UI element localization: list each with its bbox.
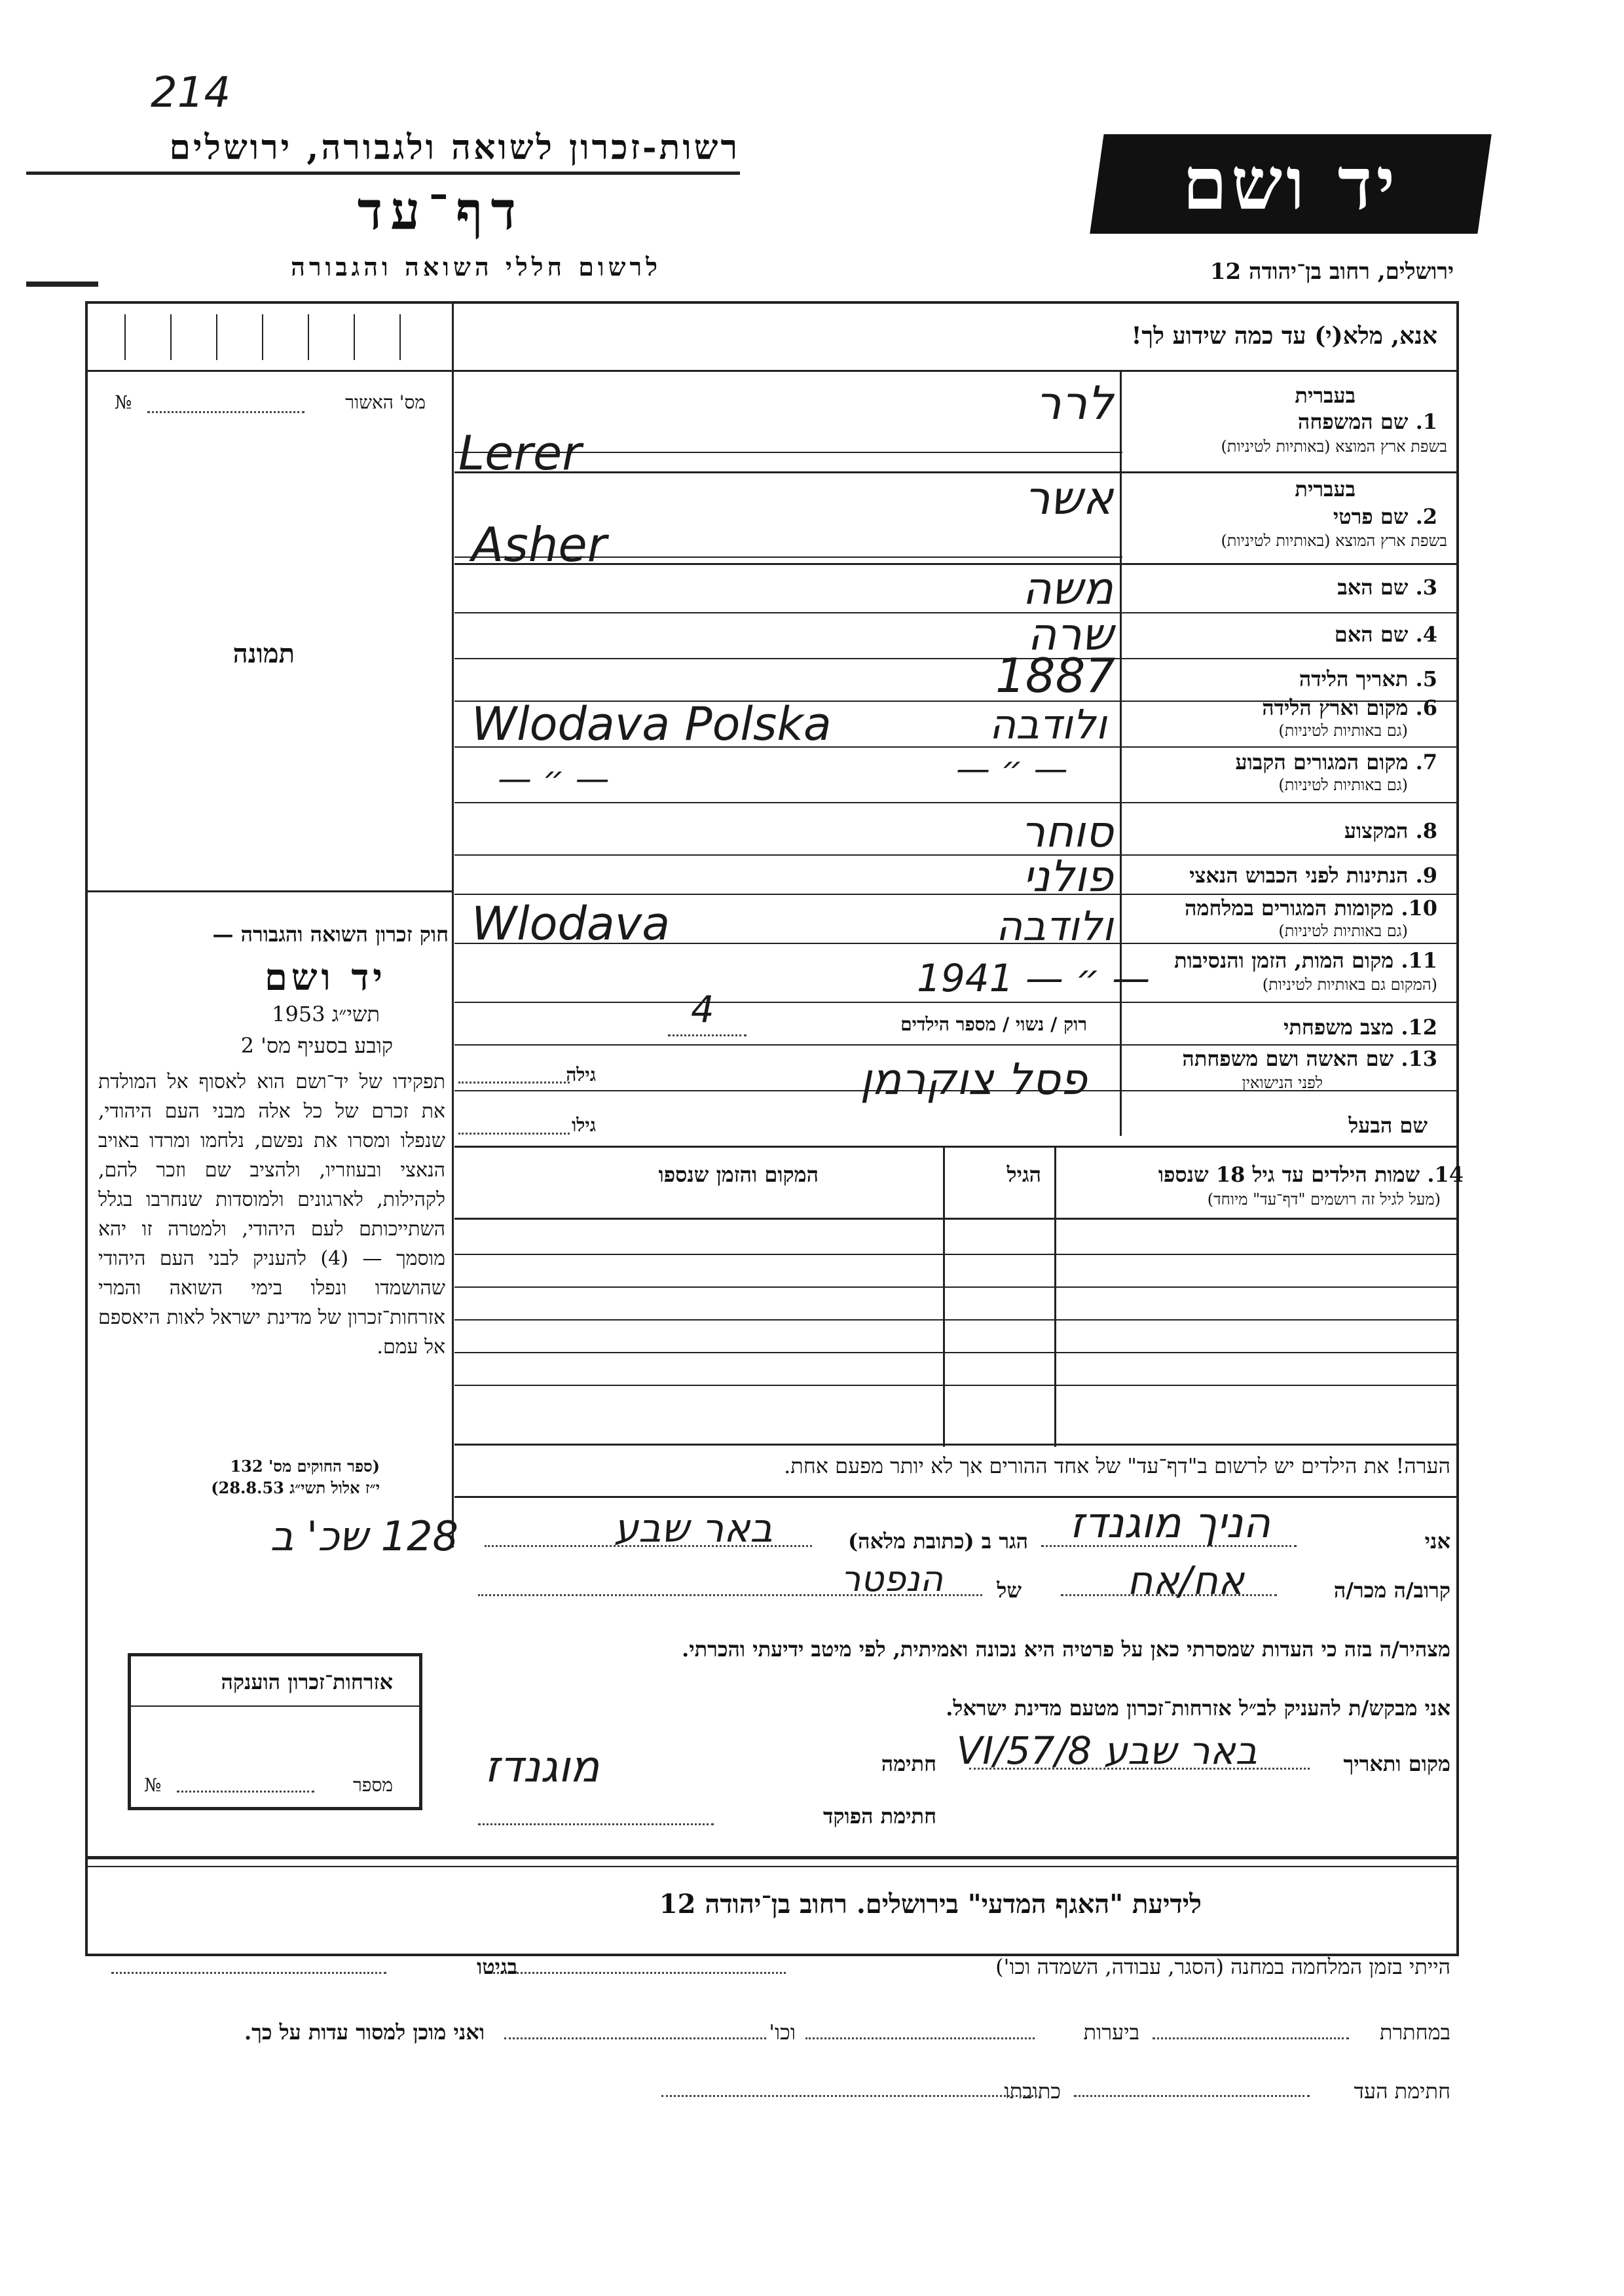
children-header-age: הגיל [1006,1162,1041,1187]
form-title: דף־עד [357,180,524,242]
approval-no-field[interactable] [147,411,304,413]
wife-age-label: גילה [566,1064,596,1085]
law-source-date: י״ז אלול תשי״ג 28.8.53) [211,1478,380,1497]
fill-request: אנא, מלא(י) עד כמה שידוע לך! [1131,322,1437,350]
f7-sub: (גם באותיות לטיניות) [1278,776,1408,794]
footer-line1-b: בגיטו [477,1954,517,1979]
f11-label: 11. מקום המות, הזמן והנסיבות [1174,948,1437,973]
top-row-line [88,370,1456,372]
f1-hebrew-value[interactable]: לרר [1035,376,1113,430]
f6-sub: (גם באותיות לטיניות) [1278,721,1408,740]
f7-label: 7. מקום המגורים הקבוע [1235,750,1437,774]
f13-sub: לפני הנישואין [1242,1074,1323,1092]
f1-latin-value[interactable]: Lerer [458,426,581,481]
declaration: מצהיר/ה בזה כי העדות שמסרתי כאן על פרטיה היא נכונה ואמיתית, לפי מיטב ידיעתי והכרתי. [682,1637,1450,1662]
relation-value[interactable]: אח/אח [1127,1558,1244,1604]
signature-value[interactable]: מוגנדז [485,1741,600,1792]
f4-value[interactable]: שרה [1027,609,1113,661]
address-cont[interactable]: 128 שכ' ב [270,1512,458,1560]
place-date-label: מקום ותאריך [1343,1751,1450,1776]
f2-latin-value[interactable]: Asher [471,517,607,572]
f3-label: 3. שם האב [1337,575,1437,600]
residing-label: הגר ב (כתובת מלאה) [848,1529,1028,1554]
address: ירושלים, רחוב בן־יהודה 12 [1209,259,1454,285]
f6-label: 6. מקום וארץ הלידה [1262,695,1437,720]
f1-hebrew-label: בעברית [1295,383,1356,408]
ghetto-field[interactable] [111,1972,386,1974]
f1-sub: בשפת ארץ המוצא (באותיות לטיניות) [1221,437,1447,456]
official-signature-label: חתימת הפוקד [823,1804,936,1829]
official-signature-field[interactable] [478,1823,714,1825]
f2-label: 2. שם פרטי [1333,504,1437,529]
i-label: אני [1424,1529,1450,1554]
law-source: (ספר החוקים מס' 132 [230,1457,380,1476]
f11-sub: (המקום גם באותיות לטיניות) [1262,975,1437,994]
tick-boxes [98,314,445,360]
authority-title: רשות-זכרון לשואה ולגבורה, ירושלים [169,128,740,168]
approval-no-label: מס' האשור [345,392,426,413]
footer-line2-a: במחתרת [1379,2020,1450,2045]
etc-field[interactable] [504,2037,766,2039]
note: הערה! את הילדים יש לרשום ב"דף־עד" של אחד ההורים אך לא יותר מפעם אחת. [784,1453,1450,1478]
photo-bottom-line [88,890,453,892]
f2-sub: בשפת ארץ המוצא (באותיות לטיניות) [1221,532,1447,550]
citizenship-box-title: אזרחות־זכרון הוענקה [221,1669,393,1694]
left-mark [26,282,98,287]
f6-latin-value[interactable]: Wlodava Polska [471,697,832,751]
citizenship-number-field[interactable] [177,1791,314,1793]
f5-label: 5. תאריך הלידה [1299,666,1437,691]
footer-line3-a: חתימת העד [1354,2079,1450,2104]
relative-label: קרוב/ה מכר/ה [1333,1578,1450,1603]
label-column-divider [1120,370,1122,1136]
f8-value[interactable]: סוחר [1020,807,1113,857]
f8-label: 8. המקצוע [1344,818,1437,843]
footer-title: לידיעת "האגף המדעי" בירושלים. רחוב בן־יהודה 12 [659,1889,1202,1920]
law-text: תפקידו של יד־ושם הוא לאסוף אל המולדת את זכרם של כל אלה מבני העם היהודי, שנפלו ומסרו את נפשם, נלחמו ומרדו באויב הנאצי ובעוזריו, ולהציב שם וזכר להם, לקהילות, לארגונים ולמוסדות שנחרבו בגלל השתייכותם לעם היהודי, ולמטרה זו יהא מוסמך — (4) להעניק לבני העם היהודי שהושמדו ונפלו בימי השואה והמרי אזרחות־זכרון של מדינת ישראל לאות היאספם אל עמם. [98,1070,445,1358]
camp-field[interactable] [485,1972,786,1974]
of-value[interactable]: הנפטר [840,1558,943,1599]
approval-no-sign: № [115,392,132,413]
husband-label: שם הבעל [1348,1113,1428,1138]
husband-age-field[interactable] [458,1133,570,1135]
forests-field[interactable] [805,2037,1035,2039]
wife-age-field[interactable] [458,1082,570,1084]
children-col-divider-2 [1054,1146,1056,1447]
footer-line2-d: ואני מוכן למסור עדות על כך. [244,2020,485,2045]
f9-value[interactable]: פולני [1023,851,1113,902]
footer-line3-b: כתובתו [1004,2079,1061,2104]
f12-options: רוק / נשוי / מספר הילדים [900,1013,1087,1035]
children-header-sub: (מעל לגיל זה רושמים "דף־עד" מיוחד) [1207,1190,1441,1209]
header-rule [26,172,740,175]
children-header-place: המקום והזמן שנספו [658,1162,819,1187]
f3-value[interactable]: משה [1022,563,1113,615]
f10-hebrew-value[interactable]: ולודבה [995,902,1113,950]
form-subtitle: לרשום חללי השואה והגבורה [291,252,661,282]
f13-value[interactable]: פסל צוקרמן [860,1054,1087,1104]
left-column-divider [452,304,454,1548]
f13-label: 13. שם האשה ושם משפחתה [1182,1046,1437,1071]
footer-line1-a: הייתי בזמן המלחמה במחנה (הסגר, עבודה, השמדה וכו') [995,1954,1450,1979]
children-col-divider-1 [943,1146,945,1447]
f2-hebrew-label: בעברית [1295,477,1356,501]
citizenship-number-sign: № [144,1774,162,1796]
f7-latin-value[interactable]: — ״ — [498,759,610,799]
photo-label: תמונה [232,638,295,669]
footer-line2-b: ביערות [1083,2020,1139,2045]
page-number: 214 [151,69,231,117]
f6-hebrew-value[interactable]: ולודבה [989,701,1107,748]
law-clause: קובע בסעיף מס' 2 [240,1033,393,1058]
citizenship-number-label: מספר [353,1774,393,1796]
f10-sub: (גם באותיות לטיניות) [1278,922,1408,940]
f2-hebrew-value[interactable]: אשר [1024,471,1113,525]
declarant-name[interactable]: הניך מוגנדז [1069,1499,1270,1548]
underground-field[interactable] [1153,2037,1349,2039]
f4-label: 4. שם האם [1334,622,1437,647]
of-label: של [997,1578,1022,1603]
f9-label: 9. הנתינות לפני הכבוש הנאצי [1189,863,1437,888]
citizenship-box [128,1653,422,1810]
signature-label: חתימה [881,1751,936,1776]
f12-label: 12. מצב משפחתי [1283,1015,1437,1040]
yad-vashem-logo: יד ושם [1090,134,1491,234]
f12-children-field[interactable] [668,1034,747,1036]
law-year: תשי״ג 1953 [272,1002,380,1027]
f1-label: 1. שם המשפחה [1297,409,1437,434]
f12-children-value[interactable]: 4 [691,989,714,1031]
f7-hebrew-value[interactable]: — ״ — [956,750,1068,789]
law-title: חוק זכרון השואה והגבורה — [212,922,449,947]
f10-latin-value[interactable]: Wlodava [471,897,671,951]
f10-label: 10. מקומות המגורים במלחמה [1185,896,1437,920]
husband-age-label: גילו [572,1114,596,1136]
citizenship-request: אני מבקש/ת להעניק לב״ל אזרחות־זכרון מטעם מדינת ישראל. [946,1696,1450,1721]
address-value[interactable]: באר שבע [614,1506,773,1552]
f5-value[interactable]: 1887 [995,648,1116,703]
f11-value[interactable]: 1941 — ״ — [917,956,1151,1000]
place-date-value[interactable]: באר שבע 8/VI/57 [956,1728,1257,1773]
witness-address-field[interactable] [661,2095,1041,2097]
children-header-names: 14. שמות הילדים עד גיל 18 שנספו [1158,1162,1464,1187]
witness-signature-field[interactable] [1074,2095,1310,2097]
law-name: יד ושם [264,956,386,999]
footer-line2-c: וכו' [769,2020,796,2045]
